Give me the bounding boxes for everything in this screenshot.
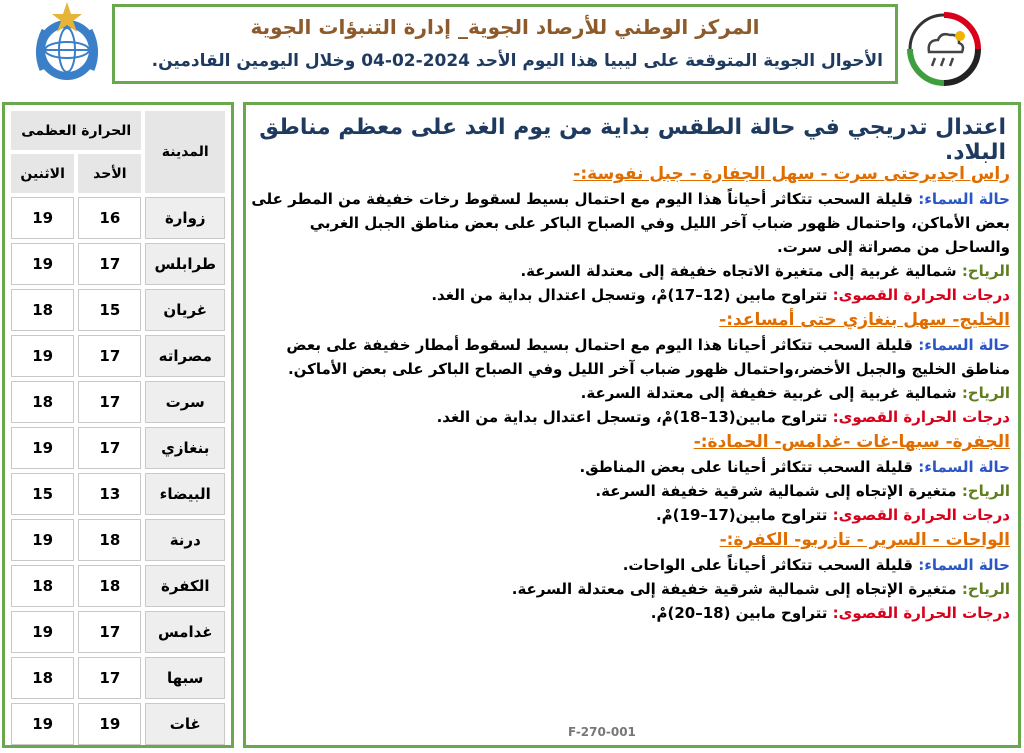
city-name: غريان xyxy=(145,289,225,331)
city-name: البيضاء xyxy=(145,473,225,515)
city-name: غات xyxy=(145,703,225,745)
table-row xyxy=(11,565,225,607)
day2-temp: 18 xyxy=(11,289,74,331)
sky-condition-text: قليلة السحب تتكاثر أحيانا هذا اليوم مع احتمال بسيط لسقوط أمطار خفيفة على بعض مناطق الخليج والجبل الأخضر،واحتمال ظهور ضباب آخر الليل وفي الصباح الباكر على بعض الأماكن. xyxy=(286,336,1010,378)
region-title: الجفرة- سبها-غات -غدامس- الحمادة:- xyxy=(693,432,1010,452)
max-temperature-line xyxy=(250,405,1010,429)
sky-condition-text: قليلة السحب تتكاثر أحياناً على الواحات. xyxy=(622,556,913,574)
wind-label: الرياح: xyxy=(961,482,1010,500)
max-temperature-label: درجات الحرارة القصوى: xyxy=(832,408,1010,426)
city-name: طرابلس xyxy=(145,243,225,285)
ncm-weather-logo-icon xyxy=(905,10,983,88)
sky-condition-text: قليلة السحب تتكاثر أحياناً هذا اليوم مع احتمال بسيط لسقوط رخات خفيفة من المطر على بعض الأماكن، واحتمال ظهور ضباب آخر الليل وفي الصباح الباكر على بعض مناطق الجبل الغربي والساحل من مصراتة إلى سرت. xyxy=(251,190,1010,256)
table-row xyxy=(11,473,225,515)
sky-condition-text: قليلة السحب تتكاثر أحيانا على بعض المناطق. xyxy=(579,458,913,476)
day1-temp: 19 xyxy=(78,703,141,745)
table-row xyxy=(11,611,225,653)
city-rows xyxy=(11,197,225,745)
day1-temp: 17 xyxy=(78,427,141,469)
forecast-headline: اعتدال تدريجي في حالة الطقس بداية من يوم الغد على معظم مناطق البلاد. xyxy=(259,115,1006,165)
max-temperature-text: تتراوح مابين (12–17)مْ، وتسجل اعتدال بداية من الغد. xyxy=(431,286,828,304)
wind-text: متغيرة الإتجاه إلى شمالية شرقية خفيفة السرعة. xyxy=(595,482,957,500)
day2-temp: 18 xyxy=(11,565,74,607)
city-name: الكفرة xyxy=(145,565,225,607)
sky-condition-line xyxy=(250,455,1010,479)
page-subtitle: الأحوال الجوية المتوقعة على ليبيا هذا اليوم الأحد 2024-02-04 وخلال اليومين القادمين. xyxy=(151,51,883,71)
day2-temp: 15 xyxy=(11,473,74,515)
wind-label: الرياح: xyxy=(961,580,1010,598)
page-title: المركز الوطني للأرصاد الجوية_ إدارة التنبؤات الجوية xyxy=(250,15,760,39)
day2-header: الاثنين xyxy=(11,154,74,193)
max-temperature-text: تتراوح مابين(13–18)مْ، وتسجل اعتدال بداية من الغد. xyxy=(436,408,828,426)
wind-label: الرياح: xyxy=(961,262,1010,280)
wmo-emblem-icon xyxy=(24,0,110,90)
max-temperature-line xyxy=(250,503,1010,527)
max-temperature-label: درجات الحرارة القصوى: xyxy=(832,604,1010,622)
wind-text: شمالية غربية إلى غربية خفيفة إلى معتدلة السرعة. xyxy=(580,384,957,402)
max-temp-header: الحرارة العظمى xyxy=(11,111,141,150)
day1-header: الأحد xyxy=(78,154,141,193)
table-row xyxy=(11,381,225,423)
city-name: سرت xyxy=(145,381,225,423)
region-block xyxy=(250,161,1010,307)
city-name: غدامس xyxy=(145,611,225,653)
sky-condition-label: حالة السماء: xyxy=(918,556,1010,574)
table-row xyxy=(11,243,225,285)
max-temperature-label: درجات الحرارة القصوى: xyxy=(832,286,1010,304)
city-name: درنة xyxy=(145,519,225,561)
day2-temp: 19 xyxy=(11,519,74,561)
region-title: الخليج- سهل بنغازي حتى أمساعد:- xyxy=(719,310,1010,330)
table-row xyxy=(11,335,225,377)
max-temperature-label: درجات الحرارة القصوى: xyxy=(832,506,1010,524)
form-code: F-270-001 xyxy=(568,725,636,739)
region-title: الواحات - السرير - تازربو- الكفرة:- xyxy=(719,530,1010,550)
max-temperature-table xyxy=(7,107,229,749)
table-row xyxy=(11,657,225,699)
day1-temp: 18 xyxy=(78,519,141,561)
forecast-text-panel xyxy=(243,102,1021,748)
day2-temp: 19 xyxy=(11,703,74,745)
table-row xyxy=(11,703,225,745)
max-temperature-text: تتراوح مابين(17–19)مْ. xyxy=(655,506,828,524)
table-row xyxy=(11,197,225,239)
city-name: زوارة xyxy=(145,197,225,239)
wind-line xyxy=(250,381,1010,405)
day1-temp: 17 xyxy=(78,335,141,377)
sky-condition-label: حالة السماء: xyxy=(918,190,1010,208)
max-temperature-line xyxy=(250,601,1010,625)
day1-temp: 17 xyxy=(78,381,141,423)
day1-temp: 15 xyxy=(78,289,141,331)
day2-temp: 18 xyxy=(11,381,74,423)
table-row xyxy=(11,427,225,469)
regions-list xyxy=(250,161,1010,625)
day2-temp: 19 xyxy=(11,243,74,285)
day1-temp: 16 xyxy=(78,197,141,239)
city-name: مصراته xyxy=(145,335,225,377)
sky-condition-line xyxy=(250,333,1010,381)
max-temperature-text: تتراوح مابين (18–20)مْ. xyxy=(650,604,828,622)
max-temperature-line xyxy=(250,283,1010,307)
max-temperature-panel xyxy=(2,102,234,748)
wind-line xyxy=(250,259,1010,283)
table-row xyxy=(11,289,225,331)
region-block xyxy=(250,307,1010,429)
wind-text: متغيرة الإتجاه إلى شمالية شرقية خفيفة إلى معتدلة السرعة. xyxy=(511,580,957,598)
sky-condition-line xyxy=(250,187,1010,259)
day2-temp: 19 xyxy=(11,611,74,653)
day1-temp: 17 xyxy=(78,657,141,699)
day2-temp: 18 xyxy=(11,657,74,699)
region-title: راس اجديرحتى سرت - سهل الجفارة - جبل نفوسة:- xyxy=(573,164,1010,184)
region-block xyxy=(250,429,1010,527)
day1-temp: 13 xyxy=(78,473,141,515)
wind-line xyxy=(250,479,1010,503)
day1-temp: 17 xyxy=(78,611,141,653)
header-box xyxy=(112,4,898,84)
day1-temp: 18 xyxy=(78,565,141,607)
sky-condition-line xyxy=(250,553,1010,577)
city-column-header: المدينة xyxy=(145,111,225,193)
sky-condition-label: حالة السماء: xyxy=(918,458,1010,476)
table-row xyxy=(11,519,225,561)
day1-temp: 17 xyxy=(78,243,141,285)
wind-text: شمالية غربية إلى متغيرة الاتجاه خفيفة إلى معتدلة السرعة. xyxy=(520,262,957,280)
day2-temp: 19 xyxy=(11,197,74,239)
city-name: سبها xyxy=(145,657,225,699)
day2-temp: 19 xyxy=(11,335,74,377)
region-block xyxy=(250,527,1010,625)
day2-temp: 19 xyxy=(11,427,74,469)
wind-line xyxy=(250,577,1010,601)
city-name: بنغازي xyxy=(145,427,225,469)
wind-label: الرياح: xyxy=(961,384,1010,402)
sky-condition-label: حالة السماء: xyxy=(918,336,1010,354)
